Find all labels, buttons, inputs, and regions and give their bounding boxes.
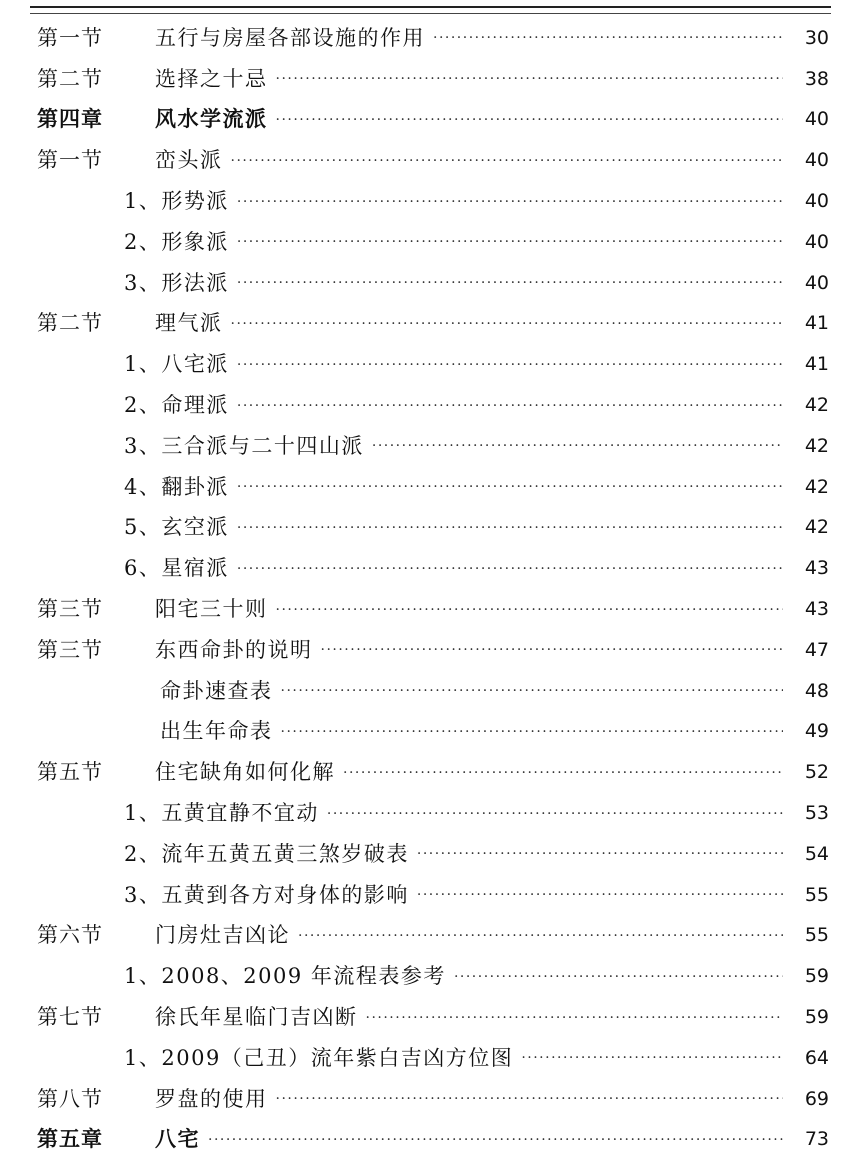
toc-label bbox=[37, 1007, 358, 1028]
page-number: 53 bbox=[804, 802, 829, 825]
page-number: 69 bbox=[804, 1087, 829, 1110]
toc-label bbox=[37, 313, 223, 334]
dot-leader bbox=[208, 1130, 783, 1150]
toc-label bbox=[37, 109, 268, 130]
toc-row bbox=[0, 344, 865, 385]
toc-title: 2、形象派 bbox=[124, 229, 229, 254]
dot-leader bbox=[372, 436, 783, 456]
toc-row bbox=[0, 997, 865, 1038]
toc-title: 风水学流派 bbox=[155, 107, 268, 132]
toc-row bbox=[0, 140, 865, 181]
page-number: 55 bbox=[804, 924, 829, 947]
toc-title: 东西命卦的说明 bbox=[155, 637, 313, 662]
section-number: 第二节 bbox=[37, 311, 103, 336]
dot-leader bbox=[276, 69, 784, 89]
page-number: 40 bbox=[804, 230, 829, 253]
toc-title: 门房灶吉凶论 bbox=[155, 923, 290, 948]
dot-leader bbox=[521, 1048, 783, 1068]
toc-label bbox=[124, 433, 364, 458]
toc-title: 5、玄空派 bbox=[124, 515, 229, 540]
toc-title: 3、三合派与二十四山派 bbox=[124, 433, 364, 458]
toc-row bbox=[0, 181, 865, 222]
toc-title: 选择之十忌 bbox=[155, 66, 268, 91]
dot-leader bbox=[237, 477, 783, 497]
toc-title: 6、星宿派 bbox=[124, 556, 229, 581]
toc-row bbox=[0, 1038, 865, 1079]
toc-label bbox=[124, 354, 229, 375]
toc-title: 2、流年五黄五黄三煞岁破表 bbox=[124, 841, 409, 866]
toc-row bbox=[0, 100, 865, 141]
page-number: 41 bbox=[804, 312, 829, 335]
toc-row bbox=[0, 385, 865, 426]
toc-title: 1、五黄宜静不宜动 bbox=[124, 801, 319, 826]
toc-label bbox=[124, 882, 409, 907]
dot-leader bbox=[237, 559, 783, 579]
toc-title: 1、2009（己丑）流年紫白吉凶方位图 bbox=[124, 1045, 514, 1070]
toc-title: 峦头派 bbox=[155, 148, 223, 173]
toc-row bbox=[0, 875, 865, 916]
toc-label bbox=[124, 558, 229, 579]
dot-leader bbox=[237, 232, 783, 252]
toc-title: 住宅缺角如何化解 bbox=[155, 760, 335, 785]
toc-label bbox=[124, 517, 229, 538]
toc-row bbox=[0, 263, 865, 304]
toc-row bbox=[0, 916, 865, 957]
page-number: 54 bbox=[804, 842, 829, 865]
section-number: 第五节 bbox=[37, 760, 103, 785]
toc-label bbox=[37, 599, 268, 620]
toc-row bbox=[0, 59, 865, 100]
toc-row bbox=[0, 834, 865, 875]
toc-title: 徐氏年星临门吉凶断 bbox=[155, 1005, 358, 1030]
toc-row bbox=[0, 712, 865, 753]
header-rule bbox=[30, 6, 831, 14]
toc-title: 命卦速查表 bbox=[160, 678, 273, 703]
dot-leader bbox=[237, 273, 783, 293]
page-number: 43 bbox=[804, 557, 829, 580]
page-number: 64 bbox=[804, 1046, 829, 1069]
toc-title: 罗盘的使用 bbox=[155, 1086, 268, 1111]
toc-label bbox=[160, 721, 273, 742]
toc-row bbox=[0, 1079, 865, 1120]
dot-leader bbox=[366, 1008, 784, 1028]
dot-leader bbox=[327, 804, 783, 824]
page-number: 55 bbox=[804, 883, 829, 906]
dot-leader bbox=[237, 396, 783, 416]
toc-label bbox=[37, 25, 425, 50]
toc-label bbox=[124, 229, 229, 254]
page-number: 49 bbox=[804, 720, 829, 743]
dot-leader bbox=[231, 151, 784, 171]
toc-label bbox=[160, 678, 273, 703]
table-of-contents bbox=[0, 18, 865, 1160]
page-number: 40 bbox=[804, 149, 829, 172]
toc-row bbox=[0, 1120, 865, 1161]
toc-title: 1、形势派 bbox=[124, 189, 229, 214]
section-number: 第二节 bbox=[37, 66, 103, 91]
dot-leader bbox=[276, 1089, 784, 1109]
page-number: 40 bbox=[804, 271, 829, 294]
toc-title: 1、八宅派 bbox=[124, 352, 229, 377]
toc-row bbox=[0, 18, 865, 59]
toc-title: 3、五黄到各方对身体的影响 bbox=[124, 882, 409, 907]
page-number: 42 bbox=[804, 516, 829, 539]
toc-label bbox=[124, 803, 319, 824]
page-number: 42 bbox=[804, 434, 829, 457]
page-number: 38 bbox=[804, 67, 829, 90]
dot-leader bbox=[276, 110, 784, 130]
toc-label bbox=[37, 762, 335, 783]
toc-label bbox=[124, 1045, 514, 1070]
dot-leader bbox=[237, 355, 783, 375]
page-number: 42 bbox=[804, 475, 829, 498]
page-number: 41 bbox=[804, 353, 829, 376]
dot-leader bbox=[417, 885, 783, 905]
toc-title: 八宅 bbox=[155, 1127, 200, 1152]
toc-label bbox=[37, 925, 290, 946]
toc-title: 2、命理派 bbox=[124, 393, 229, 418]
page-number: 59 bbox=[804, 1006, 829, 1029]
toc-row bbox=[0, 956, 865, 997]
section-number: 第七节 bbox=[37, 1005, 103, 1030]
dot-leader bbox=[321, 640, 784, 660]
page-number: 47 bbox=[804, 638, 829, 661]
page-number: 40 bbox=[804, 190, 829, 213]
toc-label bbox=[124, 966, 446, 987]
toc-label bbox=[37, 637, 313, 662]
toc-title: 1、2008、2009 年流程表参考 bbox=[124, 964, 446, 989]
toc-row bbox=[0, 589, 865, 630]
toc-label bbox=[37, 66, 268, 91]
section-number: 第一节 bbox=[37, 148, 103, 173]
page-number: 48 bbox=[804, 679, 829, 702]
toc-label bbox=[124, 191, 229, 212]
page-number: 59 bbox=[804, 965, 829, 988]
page-number: 42 bbox=[804, 394, 829, 417]
toc-row bbox=[0, 426, 865, 467]
dot-leader bbox=[237, 192, 783, 212]
toc-label bbox=[124, 270, 229, 295]
section-number: 第三节 bbox=[37, 637, 103, 662]
dot-leader bbox=[276, 600, 784, 620]
dot-leader bbox=[237, 518, 783, 538]
chapter-number: 第四章 bbox=[37, 107, 103, 132]
page-number: 52 bbox=[804, 761, 829, 784]
chapter-number: 第五章 bbox=[37, 1127, 103, 1152]
page-number: 43 bbox=[804, 598, 829, 621]
dot-leader bbox=[343, 763, 783, 783]
toc-row bbox=[0, 752, 865, 793]
section-number: 第六节 bbox=[37, 923, 103, 948]
dot-leader bbox=[231, 314, 784, 334]
dot-leader bbox=[281, 722, 784, 742]
section-number: 第八节 bbox=[37, 1086, 103, 1111]
dot-leader bbox=[454, 967, 783, 987]
dot-leader bbox=[298, 926, 783, 946]
toc-label bbox=[37, 150, 223, 171]
toc-row bbox=[0, 793, 865, 834]
page-number: 73 bbox=[804, 1128, 829, 1151]
toc-label bbox=[124, 395, 229, 416]
toc-row bbox=[0, 467, 865, 508]
toc-title: 阳宅三十则 bbox=[155, 597, 268, 622]
section-number: 第一节 bbox=[37, 25, 103, 50]
page-number: 30 bbox=[804, 26, 829, 49]
toc-row bbox=[0, 630, 865, 671]
toc-title: 五行与房屋各部设施的作用 bbox=[155, 25, 425, 50]
toc-title: 理气派 bbox=[155, 311, 223, 336]
toc-label bbox=[124, 474, 229, 499]
toc-label bbox=[37, 1129, 200, 1150]
toc-label bbox=[37, 1086, 268, 1111]
toc-title: 3、形法派 bbox=[124, 270, 229, 295]
toc-row bbox=[0, 222, 865, 263]
section-number: 第三节 bbox=[37, 597, 103, 622]
dot-leader bbox=[281, 681, 784, 701]
toc-row bbox=[0, 671, 865, 712]
toc-row bbox=[0, 508, 865, 549]
toc-title: 4、翻卦派 bbox=[124, 474, 229, 499]
dot-leader bbox=[433, 28, 783, 48]
toc-row bbox=[0, 304, 865, 345]
page-number: 40 bbox=[804, 108, 829, 131]
toc-label bbox=[124, 841, 409, 866]
toc-row bbox=[0, 548, 865, 589]
toc-title: 出生年命表 bbox=[160, 719, 273, 744]
dot-leader bbox=[417, 844, 783, 864]
